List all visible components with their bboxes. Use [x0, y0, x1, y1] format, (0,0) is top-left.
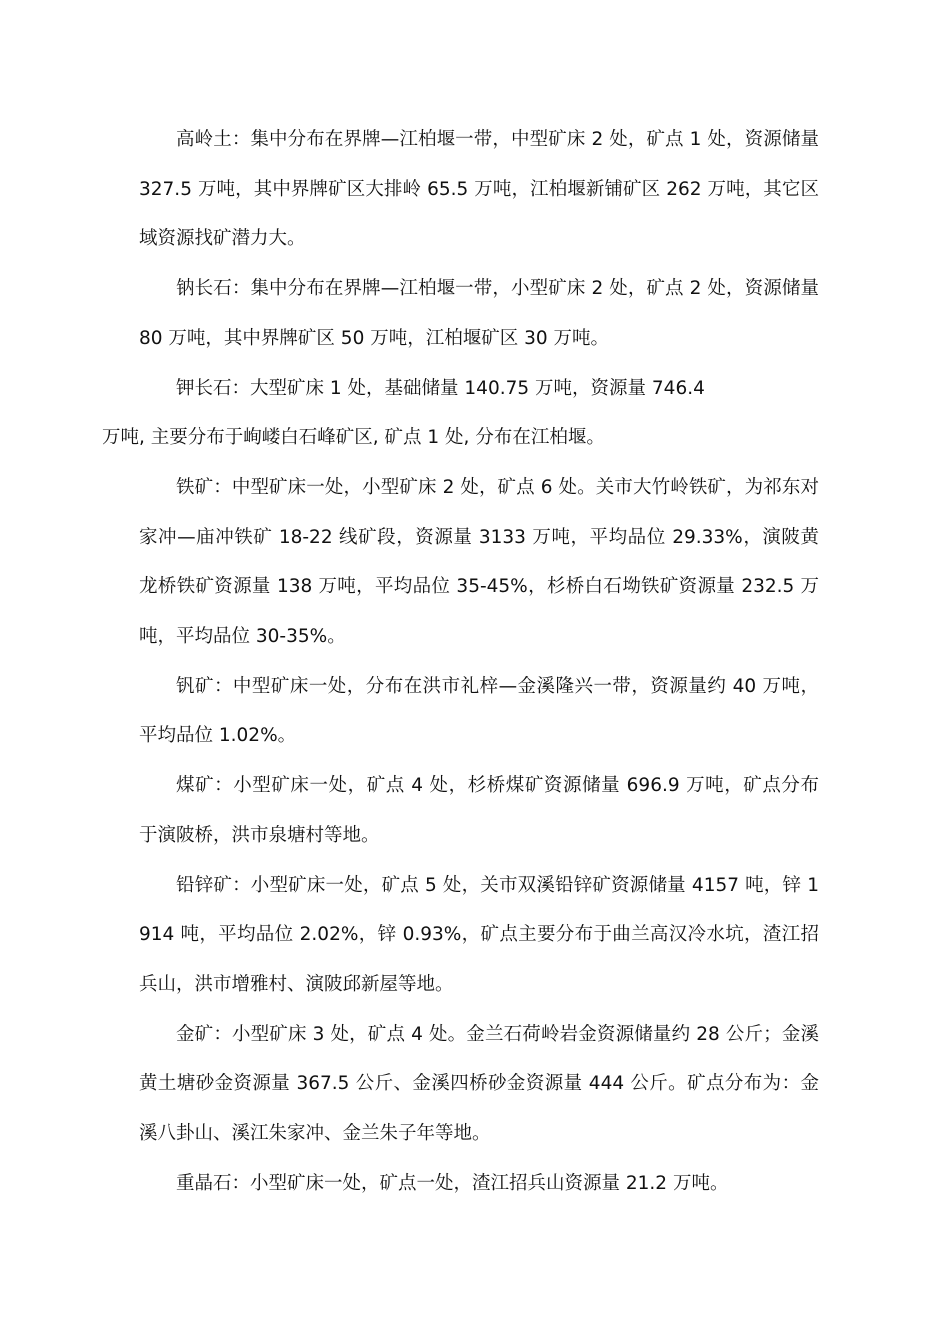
paragraph-potash-feldspar-line-2: 万吨, 主要分布于峋嵝白石峰矿区, 矿点 1 处, 分布在江柏堰。	[102, 427, 605, 449]
paragraph-kaolin: 高岭土：集中分布在界牌—江柏堰一带，中型矿床 2 处，矿点 1 处，资源储量 327.5 万吨，其中界牌矿区大排岭 65.5 万吨，江柏堰新铺矿区 262 万吨，其它区域资源找矿潜力大。	[139, 129, 819, 250]
paragraph-barite: 重晶石：小型矿床一处，矿点一处，渣江招兵山资源量 21.2 万吨。	[176, 1172, 729, 1194]
paragraph-iron: 铁矿：中型矿床一处，小型矿床 2 处，矿点 6 处。关市大竹岭铁矿，为祁东对家冲—庙冲铁矿 18-22 线矿段，资源量 3133 万吨，平均品位 29.33%，演陂黄龙桥铁矿资源量 138 万吨，平均品位 35-45%，杉桥白石坳铁矿资源量 232.5 万吨，平均品位 30-35%。	[139, 476, 819, 648]
paragraph-albite: 钠长石：集中分布在界牌—江柏堰一带，小型矿床 2 处，矿点 2 处，资源储量 80 万吨，其中界牌矿区 50 万吨，江柏堰矿区 30 万吨。	[139, 278, 819, 349]
paragraph-gold: 金矿：小型矿床 3 处，矿点 4 处。金兰石荷岭岩金资源储量约 28 公斤；金溪黄土塘砂金资源量 367.5 公斤、金溪四桥砂金资源量 444 公斤。矿点分布为：金溪八卦山、溪江朱家冲、金兰朱子年等地。	[139, 1023, 819, 1145]
paragraph-potash-feldspar-line-1: 钾长石：大型矿床 1 处，基础储量 140.75 万吨，资源量 746.4	[176, 377, 705, 399]
document-body	[102, 115, 819, 1208]
paragraph-potash-feldspar	[102, 364, 819, 463]
paragraph-coal: 煤矿：小型矿床一处，矿点 4 处，杉桥煤矿资源储量 696.9 万吨，矿点分布于演陂桥，洪市泉塘村等地。	[139, 775, 819, 846]
paragraph-lead-zinc: 铅锌矿：小型矿床一处，矿点 5 处，关市双溪铅锌矿资源储量 4157 吨，锌 1914 吨，平均品位 2.02%，锌 0.93%，矿点主要分布于曲兰高汉冷水坑，渣江招兵山，洪市增雅村、演陂邱新屋等地。	[139, 874, 819, 995]
paragraph-vanadium: 钒矿：中型矿床一处，分布在洪市礼梓—金溪隆兴一带，资源量约 40 万吨，平均品位 1.02%。	[139, 675, 819, 747]
